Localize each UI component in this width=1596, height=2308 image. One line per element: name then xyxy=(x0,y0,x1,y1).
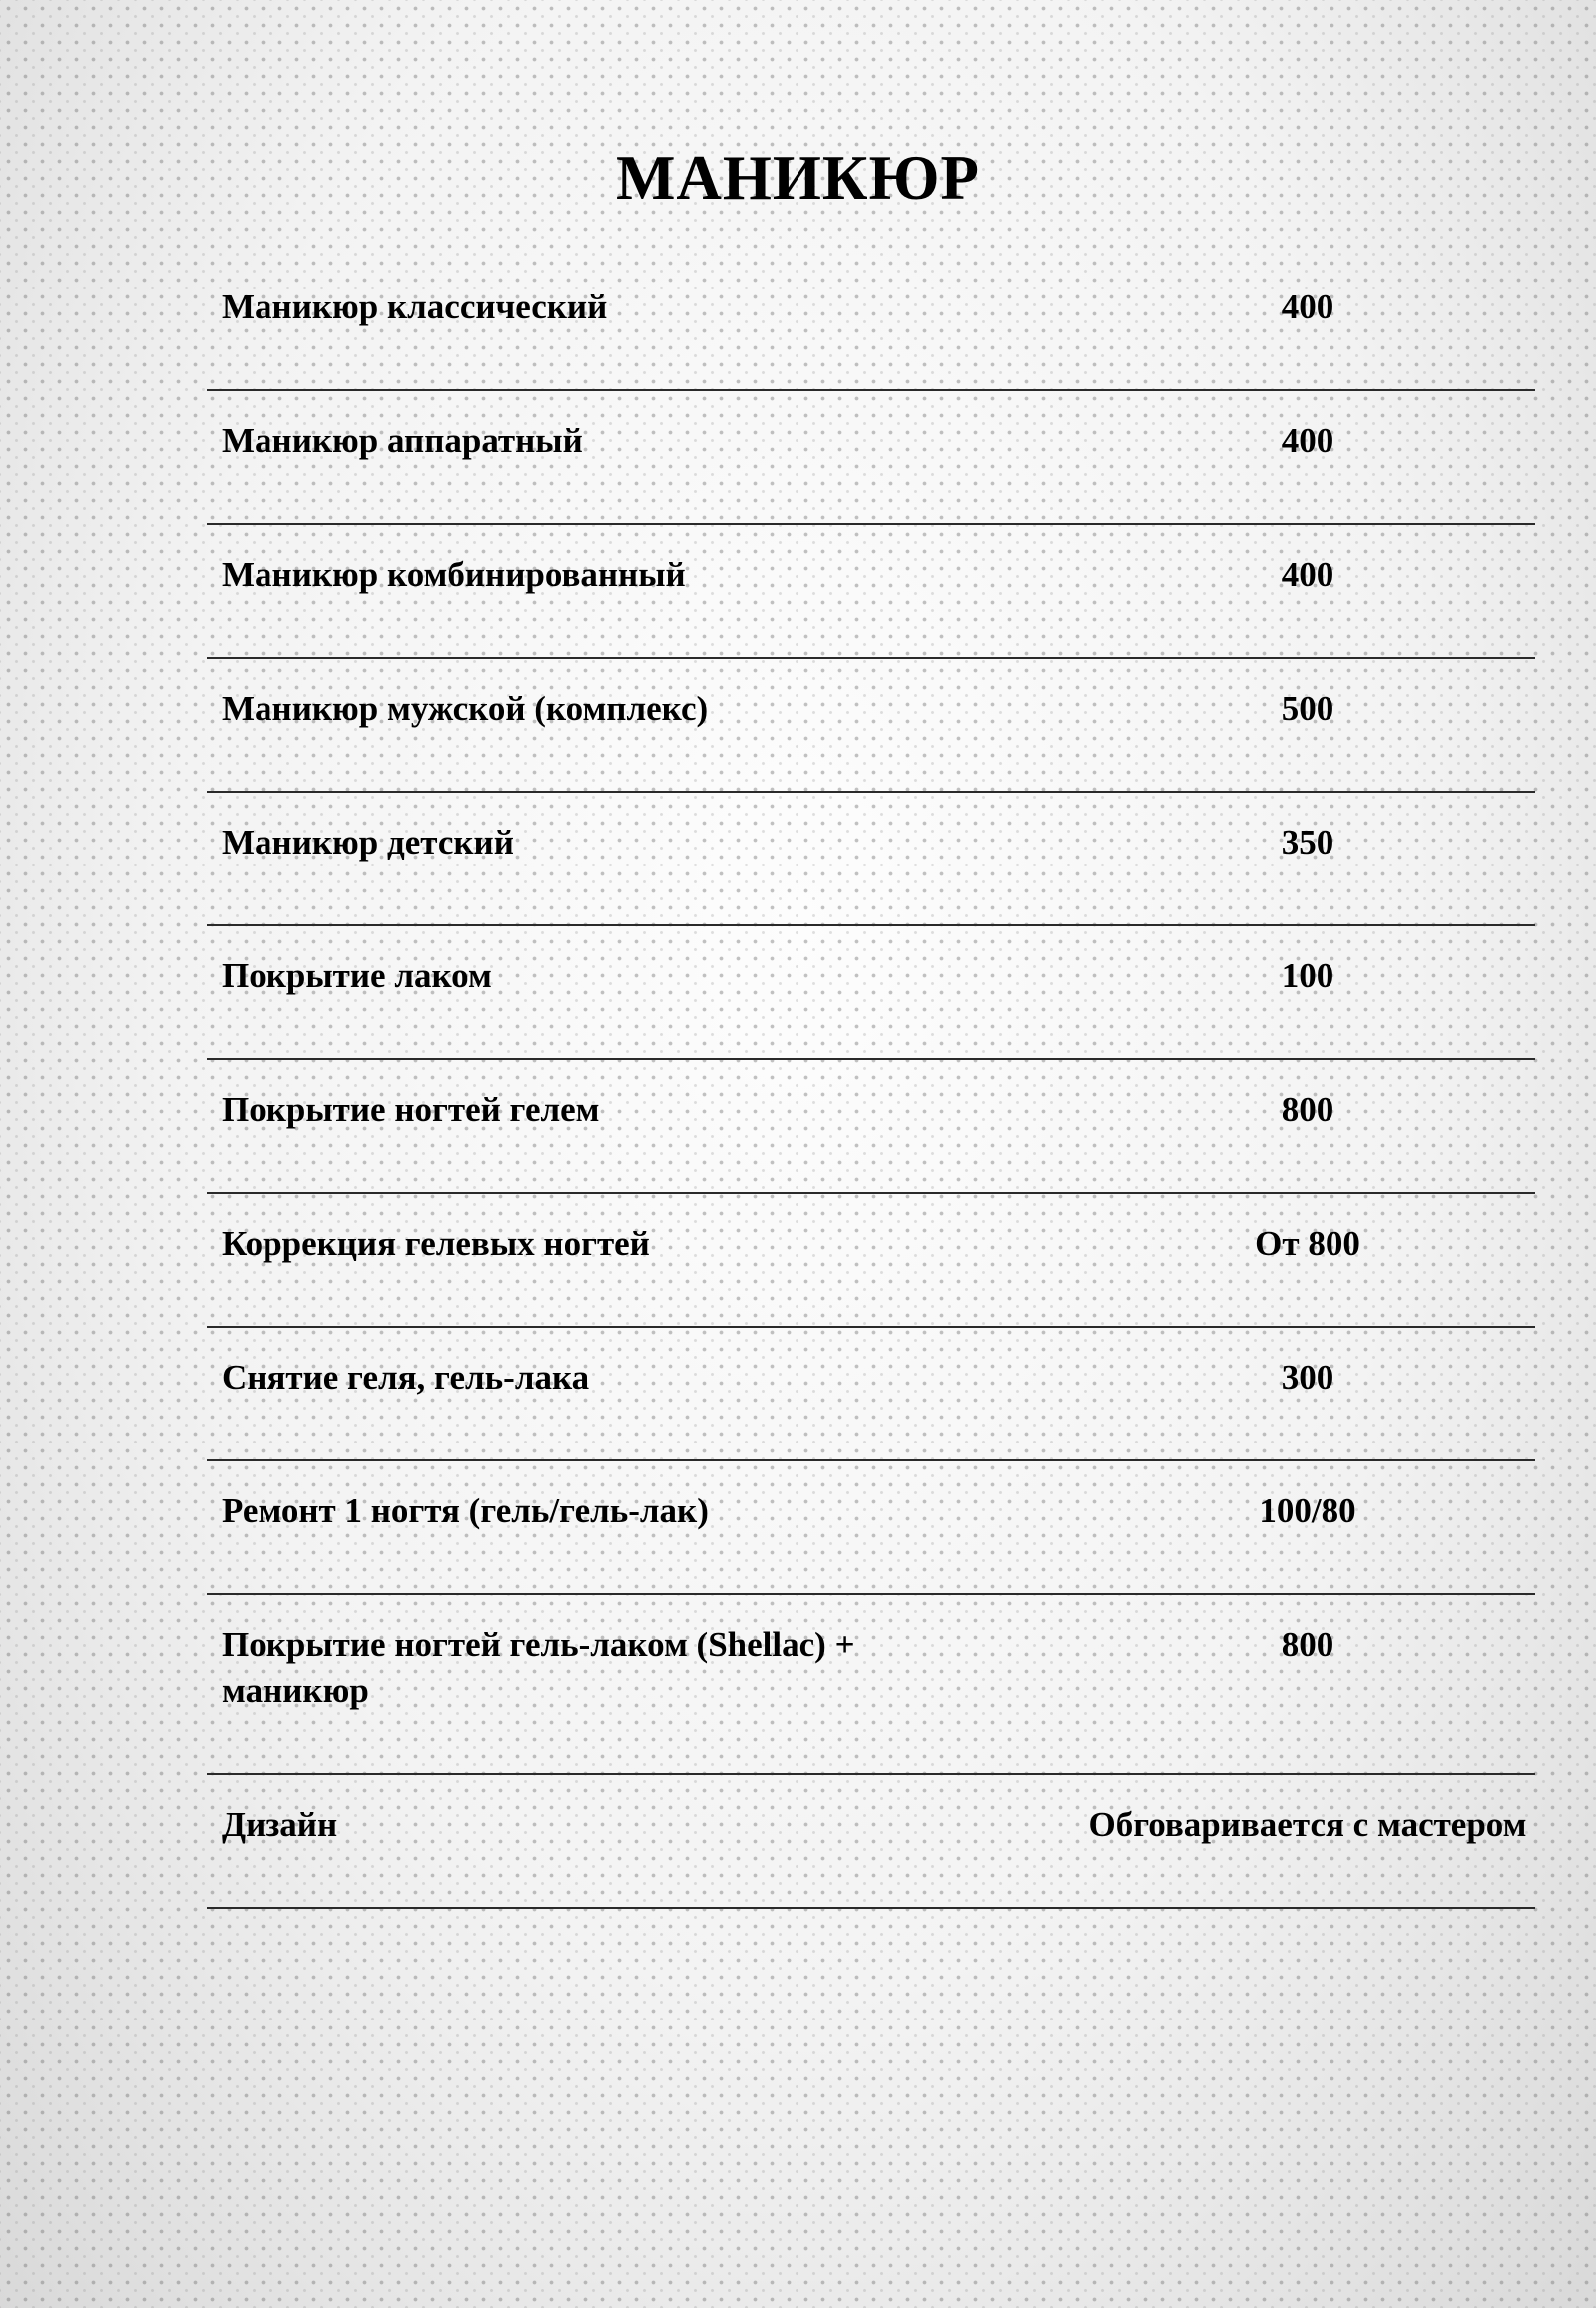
service-name: Маникюр мужской (комплекс) xyxy=(222,689,709,728)
service-price: 100 xyxy=(1281,956,1334,995)
service-price: 350 xyxy=(1281,823,1334,862)
service-name: Ремонт 1 ногтя (гель/гель-лак) xyxy=(222,1491,709,1530)
service-name: Дизайн xyxy=(222,1805,338,1844)
service-name: Снятие геля, гель-лака xyxy=(222,1358,590,1397)
service-name: Покрытие ногтей гелем xyxy=(222,1090,600,1129)
service-name: Коррекция гелевых ногтей xyxy=(222,1224,650,1263)
service-row xyxy=(207,1328,1535,1461)
service-row xyxy=(207,793,1535,926)
service-name: Маникюр классический xyxy=(222,288,608,326)
service-row xyxy=(207,1060,1535,1194)
service-row xyxy=(207,659,1535,793)
service-price: 300 xyxy=(1281,1358,1334,1397)
service-row xyxy=(207,1775,1535,1909)
service-price: 400 xyxy=(1281,555,1334,594)
service-price: 400 xyxy=(1281,421,1334,460)
service-row xyxy=(207,926,1535,1060)
services-table xyxy=(207,258,1535,1909)
service-name: Покрытие ногтей гель-лаком (Shellac) + маникюр xyxy=(222,1625,855,1710)
service-row xyxy=(207,1194,1535,1328)
service-name: Маникюр аппаратный xyxy=(222,421,583,460)
service-name: Маникюр комбинированный xyxy=(222,555,686,594)
service-price: 500 xyxy=(1281,689,1334,728)
service-name: Покрытие лаком xyxy=(222,956,492,995)
service-row xyxy=(207,1461,1535,1595)
service-price: 800 xyxy=(1281,1625,1334,1664)
service-row xyxy=(207,525,1535,659)
service-name: Маникюр детский xyxy=(222,823,514,862)
service-price: От 800 xyxy=(1255,1224,1360,1263)
service-price: 800 xyxy=(1281,1090,1334,1129)
page-title: МАНИКЮР xyxy=(615,143,981,213)
service-price: 400 xyxy=(1281,288,1334,326)
service-price: 100/80 xyxy=(1259,1491,1356,1530)
service-price: Обговаривается с мастером xyxy=(1088,1805,1527,1844)
service-row xyxy=(207,1595,1535,1775)
service-row xyxy=(207,258,1535,391)
service-row xyxy=(207,391,1535,525)
